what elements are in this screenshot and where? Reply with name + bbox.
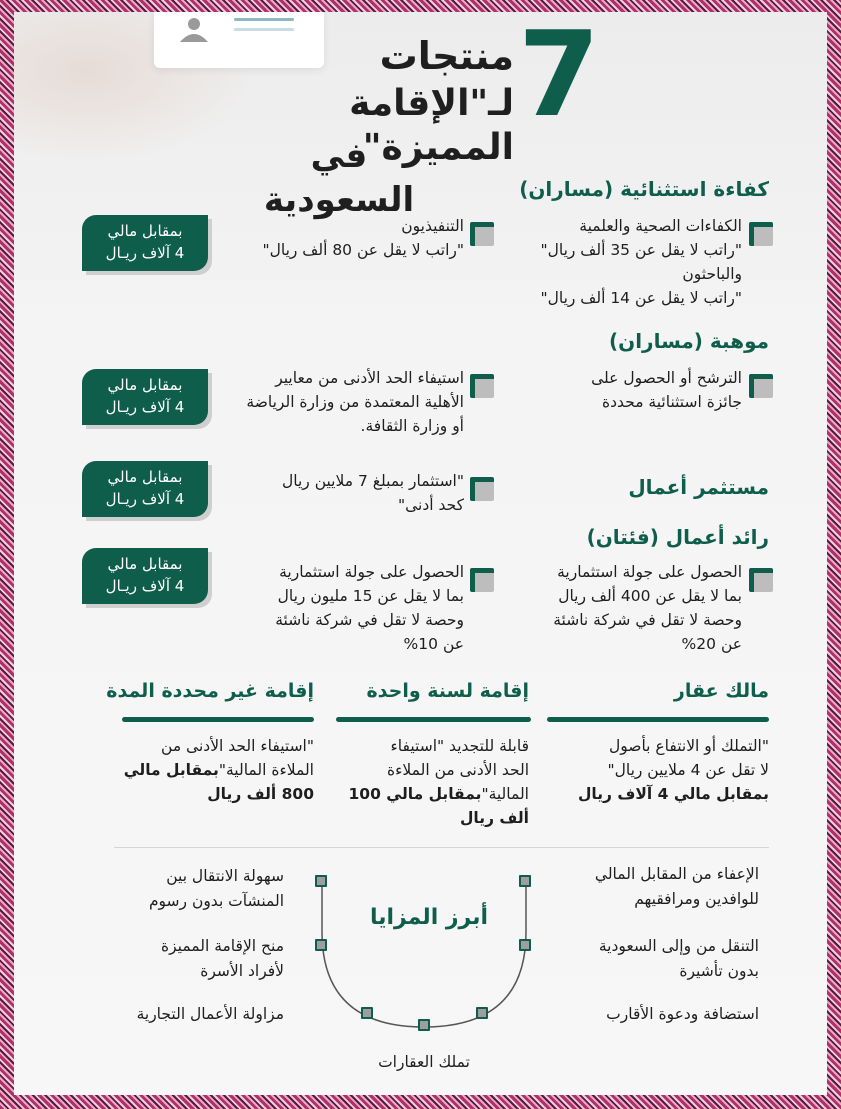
column-owner-title: مالك عقار — [673, 680, 769, 702]
checkbox-icon — [470, 568, 494, 592]
benefit-dot — [519, 939, 531, 951]
fee-badge — [82, 369, 208, 425]
talent-item1-line2: جائزة استثنائية محددة — [602, 393, 742, 411]
benefit-l2 — [104, 934, 284, 984]
fee-badge-line1: بمقابل مالي — [107, 555, 183, 573]
section-exceptional-title: كفاءة استثنائية (مساران) — [519, 177, 769, 201]
benefit-dot — [361, 1007, 373, 1019]
fee-badge-line2: 4 آلاف ريـال — [105, 244, 185, 262]
infographic-page — [14, 12, 827, 1095]
column-unlimited-title: إقامة غير محددة المدة — [106, 680, 314, 702]
benefit-dot — [315, 939, 327, 951]
benefit-dot — [418, 1019, 430, 1031]
benefit-r1-line2: للوافدين ومرافقيهم — [634, 890, 759, 908]
talent-item2-line3: أو وزارة الثقافة. — [360, 417, 464, 435]
exceptional-item1-title2: والباحثون — [682, 265, 742, 283]
talent-item1-line1: الترشح أو الحصول على — [591, 369, 742, 387]
column-owner-text — [559, 734, 769, 806]
column-unlimited-underline — [122, 717, 314, 722]
benefit-r3: استضافة ودعوة الأقارب — [606, 1005, 759, 1023]
person-icon — [174, 16, 214, 42]
checkbox-icon — [749, 568, 773, 592]
title-in-saudi: في السعودية — [263, 136, 415, 220]
number-seven: 7 — [517, 12, 601, 143]
entrepreneur-item1-line3: وحصة لا تقل في شركة ناشئة — [553, 611, 742, 629]
oneyear-line4: ألف ريال — [459, 809, 529, 827]
owner-line1: "التملك أو الانتفاع بأصول — [609, 737, 769, 755]
checkbox-icon — [470, 222, 494, 246]
talent-item2-line2: الأهلية المعتمدة من وزارة الرياضة — [246, 393, 464, 411]
benefit-dot — [519, 875, 531, 887]
unlimited-line2 — [114, 758, 314, 782]
entrepreneur-item1 — [514, 560, 742, 656]
benefit-dot — [476, 1007, 488, 1019]
investor-item — [214, 469, 464, 517]
entrepreneur-item2-line1: الحصول على جولة استثمارية — [279, 563, 464, 581]
column-owner-underline — [547, 717, 769, 722]
exceptional-item1-title: الكفاءات الصحية والعلمية — [579, 217, 742, 235]
title-products: منتجات — [379, 34, 514, 78]
benefits-title: أبرز المزايا — [369, 905, 489, 930]
entrepreneur-item2 — [229, 560, 464, 656]
entrepreneur-item2-line4: عن 10% — [403, 635, 464, 653]
checkbox-icon — [749, 222, 773, 246]
benefits-arc — [314, 872, 534, 1042]
entrepreneur-item1-line4: عن 20% — [681, 635, 742, 653]
benefit-l2-line1: منح الإقامة المميزة — [160, 937, 284, 955]
oneyear-line2: الحد الأدنى من الملاءة — [387, 761, 529, 779]
entrepreneur-item1-line2: بما لا يقل عن 400 ألف ريال — [558, 587, 742, 605]
column-oneyear-underline — [336, 717, 531, 722]
entrepreneur-item2-line2: بما لا يقل عن 15 مليون ريال — [277, 587, 464, 605]
fee-badge-line2: 4 آلاف ريـال — [105, 398, 185, 416]
unlimited-line2a: الملاءة المالية" — [218, 761, 314, 779]
section-entrepreneur-title: رائد أعمال (فئتان) — [586, 525, 769, 549]
column-unlimited-text — [114, 734, 314, 806]
exceptional-item2-salary: "راتب لا يقل عن 80 ألف ريال" — [262, 241, 464, 259]
fee-badge-line2: 4 آلاف ريـال — [105, 490, 185, 508]
talent-item2-line1: استيفاء الحد الأدنى من معايير — [275, 369, 464, 387]
benefit-r2 — [554, 934, 759, 984]
benefit-r2-line2: بدون تأشيرة — [679, 962, 759, 980]
exceptional-item2-title: التنفيذيون — [401, 217, 464, 235]
fee-badge-line1: بمقابل مالي — [107, 468, 183, 486]
owner-line3: بمقابل مالي 4 آلاف ريال — [577, 785, 769, 803]
entrepreneur-item2-line3: وحصة لا تقل في شركة ناشئة — [275, 611, 464, 629]
investor-line1: "استثمار بمبلغ 7 ملايين ريال — [282, 472, 464, 490]
benefit-l1 — [104, 864, 284, 914]
oneyear-line1: قابلة للتجديد "استيفاء — [390, 737, 529, 755]
exceptional-item1-salary: "راتب لا يقل عن 35 ألف ريال" — [540, 241, 742, 259]
fee-badge-line1: بمقابل مالي — [107, 222, 183, 240]
exceptional-item1-salary2: "راتب لا يقل عن 14 ألف ريال" — [540, 289, 742, 307]
benefit-r1-line1: الإعفاء من المقابل المالي — [594, 865, 759, 883]
benefit-r2-line1: التنقل من وإلى السعودية — [598, 937, 759, 955]
oneyear-line3a: المالية" — [481, 785, 529, 803]
fee-badge-line2: 4 آلاف ريـال — [105, 577, 185, 595]
talent-item1 — [534, 366, 742, 414]
column-oneyear-title: إقامة لسنة واحدة — [366, 680, 529, 702]
entrepreneur-item1-line1: الحصول على جولة استثمارية — [557, 563, 742, 581]
title-premium-residency: لـ"الإقامة المميزة" — [349, 83, 514, 168]
section-investor-title: مستثمر أعمال — [628, 475, 769, 499]
fee-badge — [82, 461, 208, 517]
unlimited-line1: "استيفاء الحد الأدنى من — [161, 737, 314, 755]
benefit-l3: مزاولة الأعمال التجارية — [136, 1005, 284, 1023]
section-talent-title: موهبة (مساران) — [608, 329, 769, 353]
benefit-r1 — [554, 862, 759, 912]
checkbox-icon — [470, 374, 494, 398]
unlimited-line2b: بمقابل مالي — [123, 761, 219, 779]
oneyear-line3b: بمقابل مالي 100 — [348, 785, 482, 803]
fee-badge-line1: بمقابل مالي — [107, 376, 183, 394]
benefit-l2-line2: لأفراد الأسرة — [200, 962, 284, 980]
checkbox-icon — [470, 477, 494, 501]
benefit-l1-line1: سهولة الانتقال بين — [166, 867, 284, 885]
owner-line2: لا تقل عن 4 ملايين ريال" — [607, 761, 769, 779]
fee-badge — [82, 548, 208, 604]
benefit-dot — [315, 875, 327, 887]
unlimited-line3: 800 ألف ريال — [207, 785, 314, 803]
oneyear-line3 — [344, 782, 529, 806]
section-divider — [114, 847, 769, 848]
checkbox-icon — [749, 374, 773, 398]
benefit-bottom: تملك العقارات — [378, 1053, 470, 1071]
fee-badge — [82, 215, 208, 271]
benefit-l1-line2: المنشآت بدون رسوم — [148, 892, 284, 910]
exceptional-item1 — [474, 214, 742, 310]
talent-item2 — [214, 366, 464, 438]
investor-line2: كحد أدنى" — [397, 496, 464, 514]
column-oneyear-text — [344, 734, 529, 830]
exceptional-item2 — [224, 214, 464, 262]
